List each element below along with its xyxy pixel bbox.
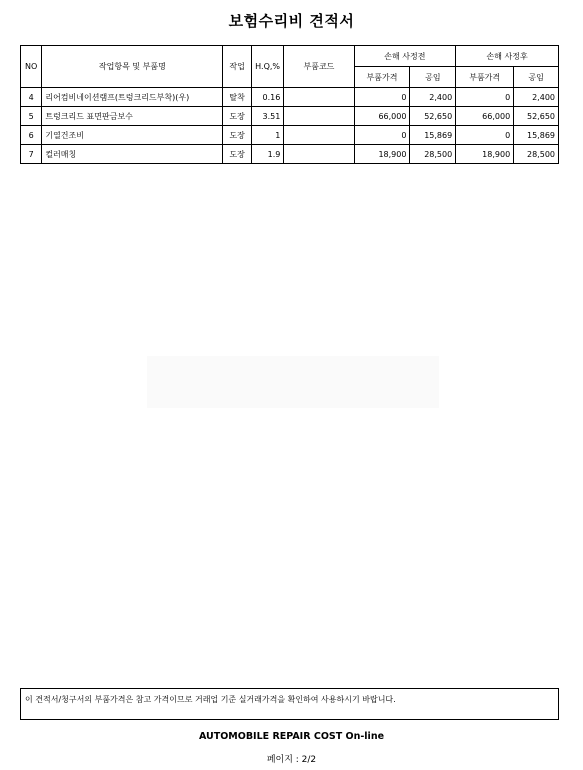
table-row [21,107,559,126]
row-part-code [284,145,354,164]
row-hq: 1 [251,126,284,145]
header-no: NO [21,46,42,88]
watermark [147,356,439,408]
row-part-code [284,126,354,145]
row-after-part: 66,000 [456,107,514,126]
row-no: 6 [21,126,42,145]
row-item: 컬러매칭 [42,145,223,164]
row-no: 5 [21,107,42,126]
notice-text: 이 견적서/청구서의 부품가격은 참고 가격이므로 거래업 기준 실거래가격을 확인하여 사용하시기 바랍니다. [25,695,396,704]
row-after-labor: 52,650 [514,107,559,126]
header-before-part-price: 부품가격 [354,67,410,88]
row-before-part: 0 [354,126,410,145]
row-work: 도장 [223,107,251,126]
row-hq: 1.9 [251,145,284,164]
row-work: 도장 [223,145,251,164]
page-title: 보험수리비 견적서 [228,12,355,30]
row-before-labor: 28,500 [410,145,456,164]
row-before-part: 66,000 [354,107,410,126]
header-hq: H.Q,% [251,46,284,88]
estimate-table [20,45,559,164]
header-item: 작업항목 및 부품명 [42,46,223,88]
row-item: 리어컴비네이션램프(트렁크리드부착)(우) [42,88,223,107]
header-after-part-price: 부품가격 [456,67,514,88]
row-before-labor: 52,650 [410,107,456,126]
row-work: 탈착 [223,88,251,107]
row-after-part: 0 [456,126,514,145]
row-before-labor: 15,869 [410,126,456,145]
row-after-labor: 2,400 [514,88,559,107]
header-after-labor: 공임 [514,67,559,88]
row-no: 7 [21,145,42,164]
row-before-part: 0 [354,88,410,107]
header-work: 작업 [223,46,251,88]
row-before-part: 18,900 [354,145,410,164]
notice-box [20,688,559,720]
table-row [21,126,559,145]
row-part-code [284,107,354,126]
header-after-group: 손해 사정후 [456,46,559,67]
footer-brand: AUTOMOBILE REPAIR COST On-line [198,731,385,742]
table-row [21,88,559,107]
page-number: 페이지 : 2/2 [266,755,317,765]
header-part-code: 부품코드 [284,46,354,88]
row-item: 트렁크리드 표면판금보수 [42,107,223,126]
row-item: 기열건조비 [42,126,223,145]
header-before-labor: 공임 [410,67,456,88]
row-after-labor: 28,500 [514,145,559,164]
row-after-part: 0 [456,88,514,107]
row-after-labor: 15,869 [514,126,559,145]
row-before-labor: 2,400 [410,88,456,107]
row-hq: 3.51 [251,107,284,126]
row-no: 4 [21,88,42,107]
row-part-code [284,88,354,107]
table-row [21,145,559,164]
row-work: 도장 [223,126,251,145]
row-after-part: 18,900 [456,145,514,164]
row-hq: 0.16 [251,88,284,107]
header-before-group: 손해 사정전 [354,46,456,67]
